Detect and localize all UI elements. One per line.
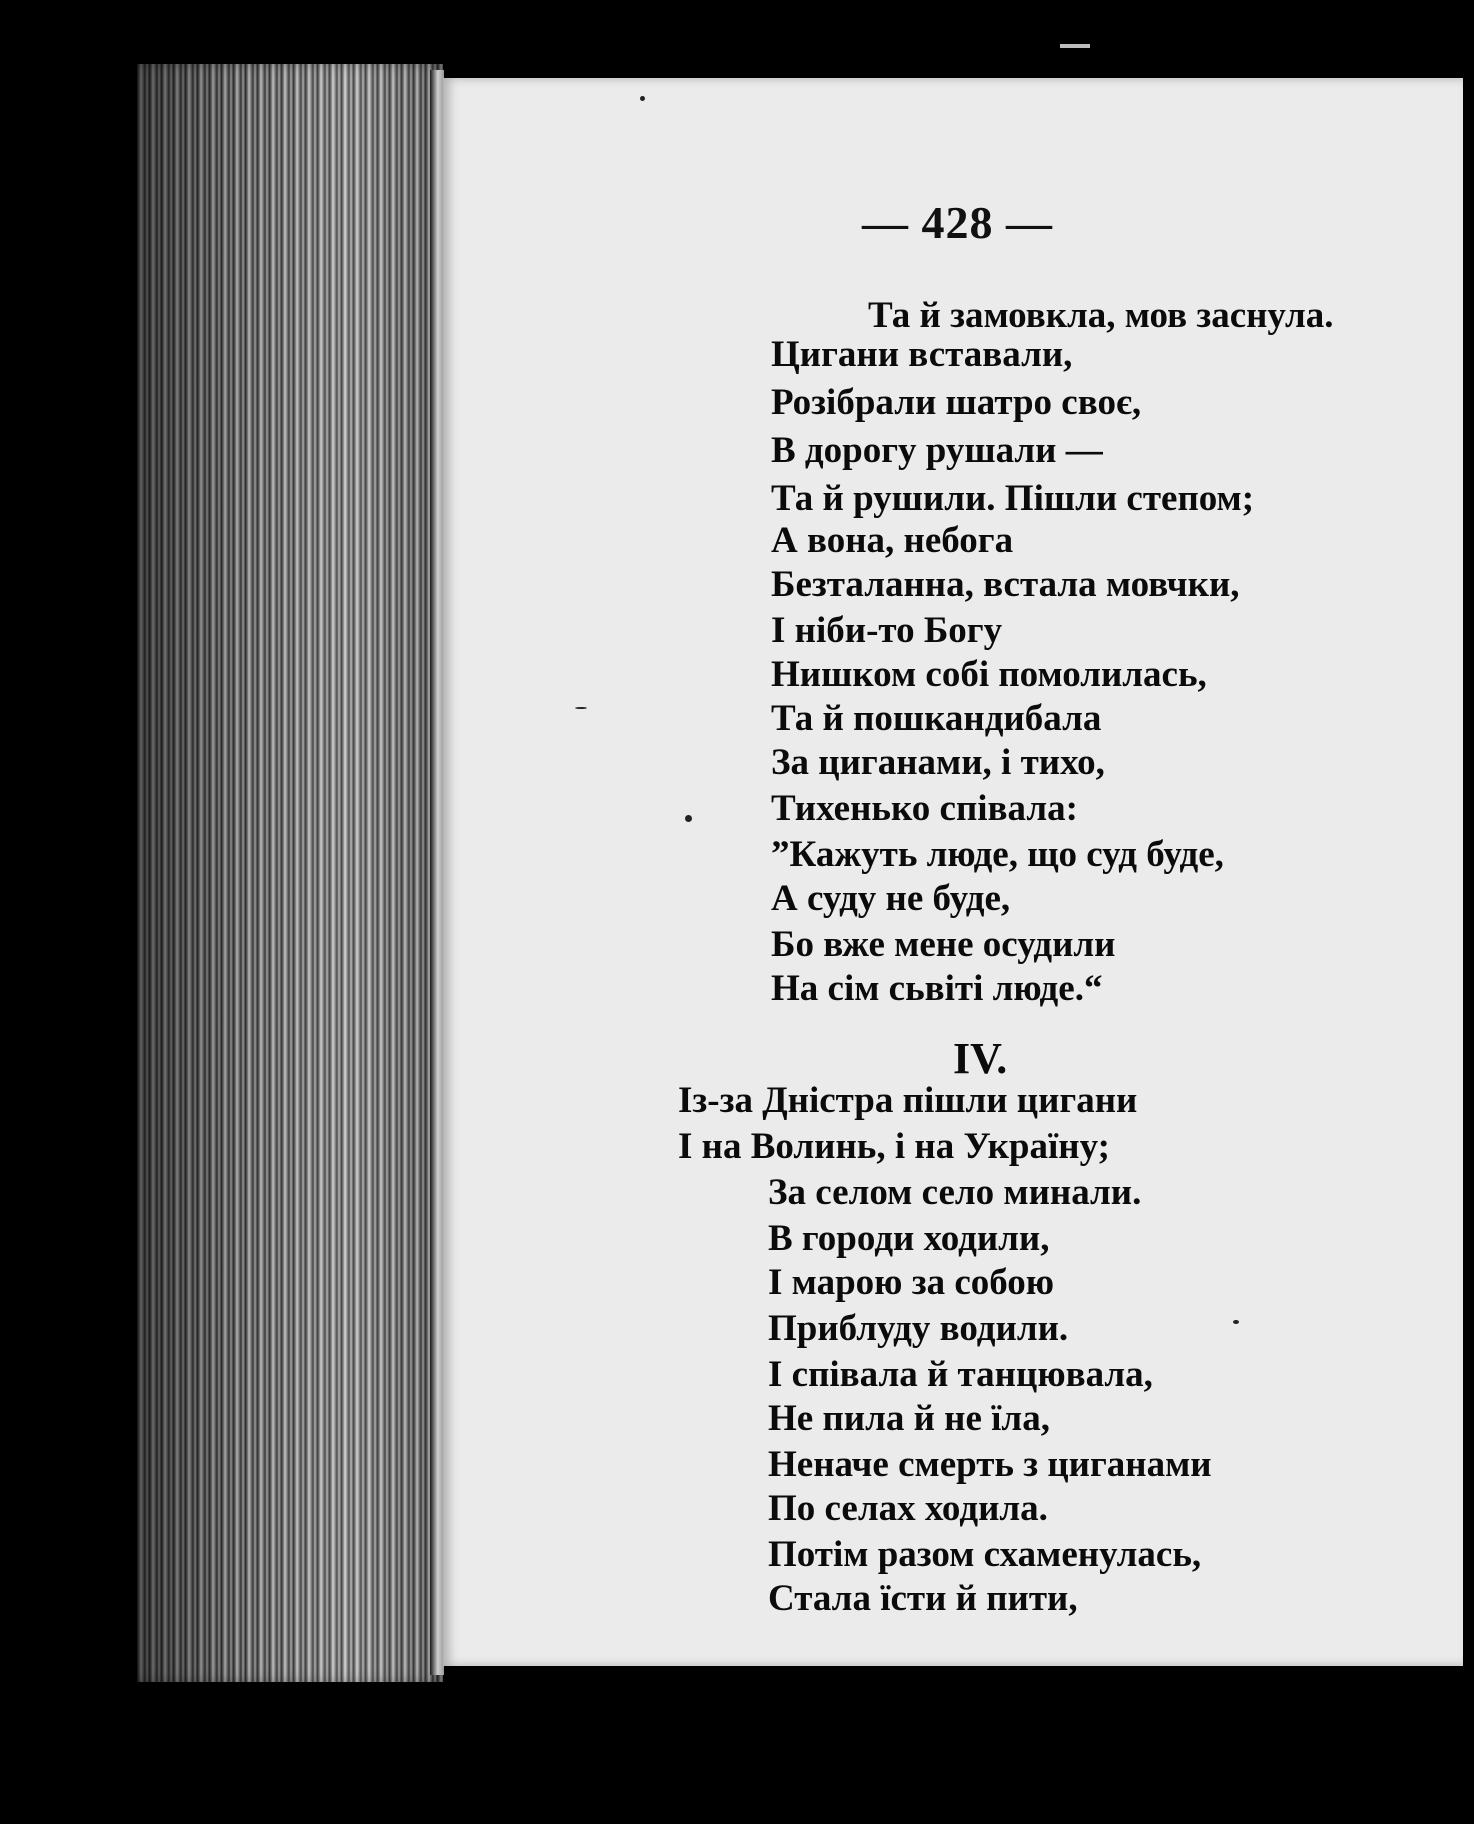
page-number: — 428 — — [862, 197, 1053, 248]
poem-line: Із-за Дністра пішли цигани — [678, 1080, 1138, 1121]
poem-line: Безталанна, встала мовчки, — [771, 564, 1240, 605]
scan-speck — [1233, 1320, 1239, 1324]
scan-speck — [685, 815, 692, 822]
poem-line: Та й пошкандибала — [771, 698, 1102, 739]
poem-line: ”Кажуть люде, що суд буде, — [771, 834, 1224, 875]
poem-line: Та й замовкла, мов заснула. — [868, 295, 1334, 336]
poem-line: Потім разом схаменулась, — [768, 1534, 1202, 1575]
poem-line: І ніби-то Богу — [771, 610, 1003, 651]
poem-line: За селом село минали. — [768, 1172, 1142, 1213]
poem-line: Нишком собі помолилась, — [771, 654, 1207, 695]
scan-speck — [575, 707, 587, 709]
poem-line: Розібрали шатро своє, — [771, 382, 1142, 423]
poem-line: По селах ходила. — [768, 1488, 1048, 1529]
poem-line: І співала й танцювала, — [768, 1354, 1153, 1395]
poem-line: Тихенько співала: — [771, 788, 1078, 829]
book-page-edges — [137, 64, 443, 1682]
poem-line: Та й рушили. Пішли степом; — [771, 478, 1255, 519]
poem-line: Приблуду водили. — [768, 1308, 1069, 1349]
poem-line: А вона, небога — [771, 520, 1014, 561]
poem-line: Бо вже мене осудили — [771, 924, 1116, 965]
poem-line: За циганами, і тихо, — [771, 742, 1105, 783]
poem-line: На сім сьвіті люде.“ — [771, 968, 1103, 1009]
scan-speck — [640, 96, 645, 101]
poem-line: А суду не буде, — [771, 878, 1011, 919]
poem-line: Не пила й не їла, — [768, 1398, 1050, 1439]
book-gutter — [430, 70, 444, 1675]
poem-line: І марою за собою — [768, 1262, 1055, 1303]
poem-line: В дорогу рушали — — [771, 430, 1103, 471]
poem-line: Неначе смерть з циганами — [768, 1444, 1212, 1485]
poem-line: І на Волинь, і на Україну; — [678, 1126, 1110, 1167]
section-heading: IV. — [953, 1034, 1008, 1083]
poem-line: В городи ходили, — [768, 1218, 1050, 1259]
poem-line: Стала їсти й пити, — [768, 1578, 1078, 1619]
scan-artifact — [1060, 44, 1090, 48]
poem-line: Цигани вставали, — [771, 334, 1073, 375]
